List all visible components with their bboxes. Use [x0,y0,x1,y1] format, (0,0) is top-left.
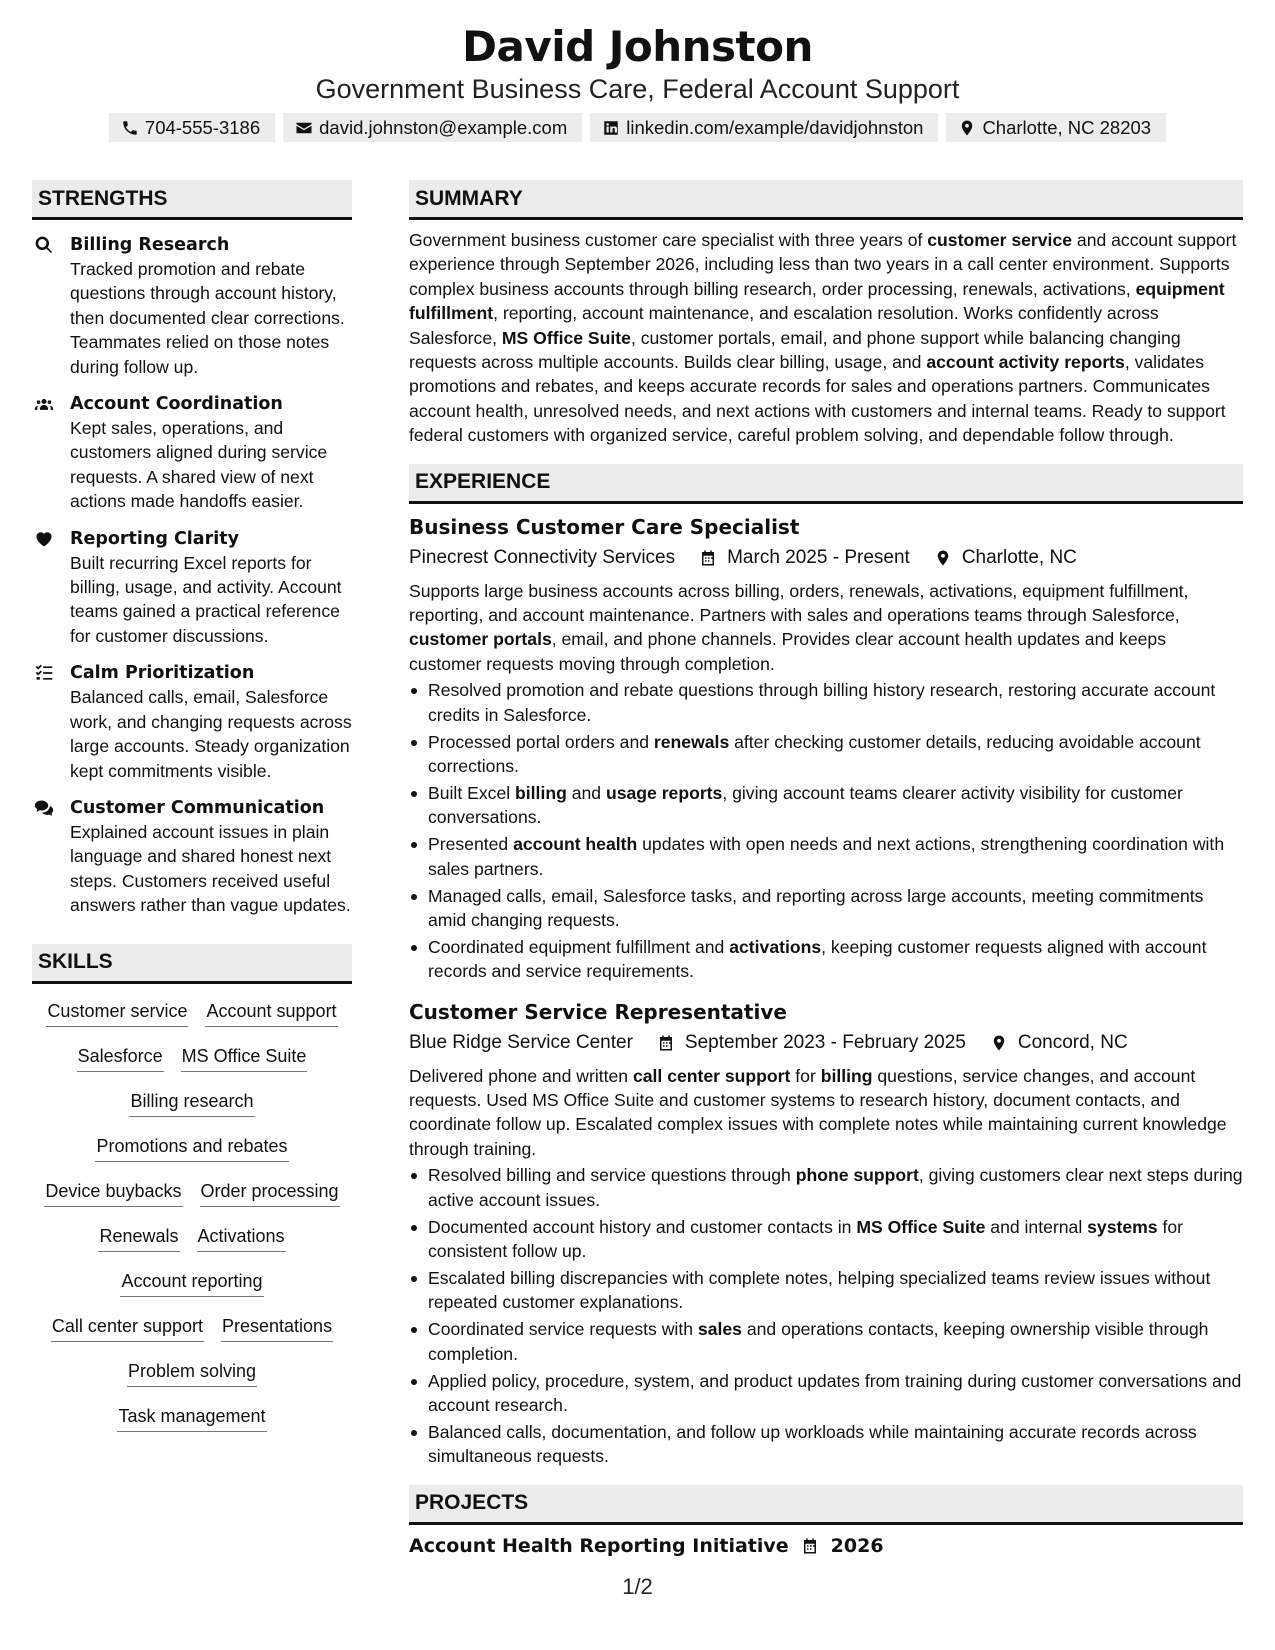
map-pin-icon [934,549,952,567]
bullet-item: Coordinated equipment fulfillment and activations, keeping customer requests aligned with account records and service requirements. [409,935,1243,984]
skill-row [32,1358,352,1403]
skill-row [32,1223,352,1268]
job-location: Charlotte, NC [961,546,1077,568]
skills-heading: SKILLS [32,944,352,984]
map-pin-icon [958,119,976,137]
job-dates: September 2023 - February 2025 [684,1031,966,1053]
strength-item [32,392,352,514]
job-description: Supports large business accounts across billing, orders, renewals, activations, equipment fulfillment, reporting, and account maintenance. Partners with sales and operations teams through Salesforce, customer portals, email, and phone channels. Provides clear account health updates and keeps customer requests moving through completion. [409,580,1189,674]
bullet-item: Presented account health updates with open needs and next actions, strengthening coordination with sales partners. [409,832,1243,881]
skill-row [32,1403,352,1448]
strength-title: Account Coordination [70,394,283,415]
calendar-icon [657,1034,675,1052]
strength-item [32,661,352,783]
skill-tag: Promotions and rebates [95,1133,288,1162]
linkedin-icon [602,119,620,137]
bullet-item: Resolved promotion and rebate questions through billing history research, restoring accurate account credits in Salesforce. [409,678,1243,727]
contact-email-text: david.johnston@example.com [319,116,568,138]
candidate-headline: Government Business Care, Federal Account Support [315,74,960,104]
job-title: Business Customer Care Specialist [409,514,800,539]
skill-tag: MS Office Suite [181,1043,308,1072]
job-meta [409,1032,1243,1054]
list-check-icon [34,663,54,683]
map-pin-icon [990,1034,1008,1052]
phone-icon [121,119,139,137]
skill-tag: Customer service [46,998,188,1027]
bullet-item: Processed portal orders and renewals after checking customer details, reducing avoidable account corrections. [409,730,1243,779]
strengths-heading: STRENGTHS [32,180,352,220]
envelope-icon [295,119,313,137]
skill-row [32,1313,352,1358]
project-title: Account Health Reporting Initiative [409,1534,789,1557]
strength-desc: Built recurring Excel reports for billing, usage, and activity. Account teams gained a practical reference for customer discussions. [70,552,342,646]
candidate-name: David Johnston [462,22,813,71]
skill-row [32,1178,352,1223]
summary-text: Government business customer care specialist with three years of customer service and account support experience through September 2026, including less than two years in a call center environment. Supports complex business accounts through billing research, order processing, renewals, activations, equipment fulfillment, reporting, account maintenance, and escalation resolution. Works confidently across Salesforce, MS Office Suite, customer portals, email, and phone support while balancing changing requests across multiple accounts. Builds clear billing, usage, and account activity reports, validates promotions and rebates, and keeps accurate records for sales and operations partners. Communicates account health, unresolved needs, and next actions with customers and internal teams. Ready to support federal customers with organized service, careful problem solving, and dependable follow through. [409,230,1237,446]
job-location: Concord, NC [1017,1031,1128,1053]
skill-tag: Activations [197,1223,286,1252]
skill-tag: Problem solving [127,1358,257,1387]
strength-title: Calm Prioritization [70,663,255,684]
experience-heading: EXPERIENCE [409,464,1243,504]
bullet-item: Balanced calls, documentation, and follow up workloads while maintaining accurate records across simultaneous requests. [409,1420,1243,1469]
contact-phone-text: 704-555-3186 [144,116,261,138]
strength-item [32,233,352,379]
job-meta [409,547,1243,569]
skills-list [32,998,352,1448]
users-icon [34,394,54,414]
bullet-item: Documented account history and customer contacts in MS Office Suite and internal systems for consistent follow up. [409,1215,1243,1264]
strength-desc: Explained account issues in plain language and shared honest next steps. Customers received useful answers rather than vague updates. [70,821,351,916]
projects-heading: PROJECTS [409,1485,1243,1525]
strength-title: Reporting Clarity [70,528,240,549]
strength-item [32,527,352,649]
job-bullets [409,1163,1243,1468]
skill-tag: Account reporting [120,1268,263,1297]
bullet-item: Built Excel billing and usage reports, giving account teams clearer activity visibility for customer conversations. [409,781,1243,830]
strength-title: Billing Research [70,235,230,255]
job-bullets [409,678,1243,983]
right-column [409,180,1243,1557]
contact-linkedin-text: linkedin.com/example/davidjohnston [626,116,924,138]
skill-row [32,1043,352,1088]
skill-tag: Account support [205,998,337,1027]
search-icon [34,235,54,255]
strength-desc: Tracked promotion and rebate questions through account history, then documented clear corrections. Teammates relied on those notes during follow up. [70,259,345,377]
contact-location-text: Charlotte, NC 28203 [982,116,1152,138]
strength-title: Customer Communication [70,797,325,818]
strength-desc: Kept sales, operations, and customers aligned during service requests. A shared view of next actions made handoffs easier. [70,418,328,512]
bullet-item: Resolved billing and service questions through phone support, giving customers clear next steps during active account issues. [409,1163,1243,1212]
skill-tag: Call center support [51,1313,204,1342]
left-column [32,180,352,1448]
comments-icon [34,798,54,818]
job-title: Customer Service Representative [409,999,787,1024]
skill-row [32,998,352,1043]
contact-bar [0,113,1275,142]
skill-row [32,1268,352,1313]
contact-location [946,113,1166,142]
job-dates: March 2025 - Present [727,546,910,568]
skill-tag: Presentations [221,1313,333,1342]
skill-tag: Device buybacks [44,1178,182,1207]
skill-tag: Renewals [98,1223,179,1252]
project-item [409,1535,1243,1557]
strength-item [32,796,352,918]
contact-phone[interactable] [109,113,275,142]
skill-row [32,1133,352,1178]
bullet-item: Escalated billing discrepancies with complete notes, helping specialized teams review issues without repeated customer explanations. [409,1266,1243,1315]
contact-linkedin[interactable] [590,113,938,142]
page-number: 1/2 [622,1574,653,1599]
calendar-icon [801,1537,819,1555]
skill-tag: Salesforce [77,1043,164,1072]
strength-desc: Balanced calls, email, Salesforce work, and changing requests across large accounts. Steady organization kept commitments visible. [70,687,352,781]
heart-icon [34,529,54,549]
project-date: 2026 [830,1534,884,1557]
bullet-item: Coordinated service requests with sales and operations contacts, keeping ownership visible through completion. [409,1317,1243,1366]
job-company: Blue Ridge Service Center [409,1031,633,1053]
skill-tag: Billing research [129,1088,254,1117]
summary-heading: SUMMARY [409,180,1243,220]
contact-email[interactable] [283,113,582,142]
skill-row [32,1088,352,1133]
job-description: Delivered phone and written call center support for billing questions, service changes, and account requests. Used MS Office Suite and customer systems to research history, document contacts, and coordinate follow up. Escalated complex issues with complete notes while maintaining current knowledge through training. [409,1065,1227,1159]
job-company: Pinecrest Connectivity Services [409,546,676,568]
skill-tag: Task management [117,1403,266,1432]
bullet-item: Managed calls, email, Salesforce tasks, and reporting across large accounts, meeting commitments amid changing requests. [409,884,1243,933]
bullet-item: Applied policy, procedure, system, and product updates from training during customer conversations and account research. [409,1369,1243,1418]
skill-tag: Order processing [200,1178,340,1207]
calendar-icon [699,549,717,567]
